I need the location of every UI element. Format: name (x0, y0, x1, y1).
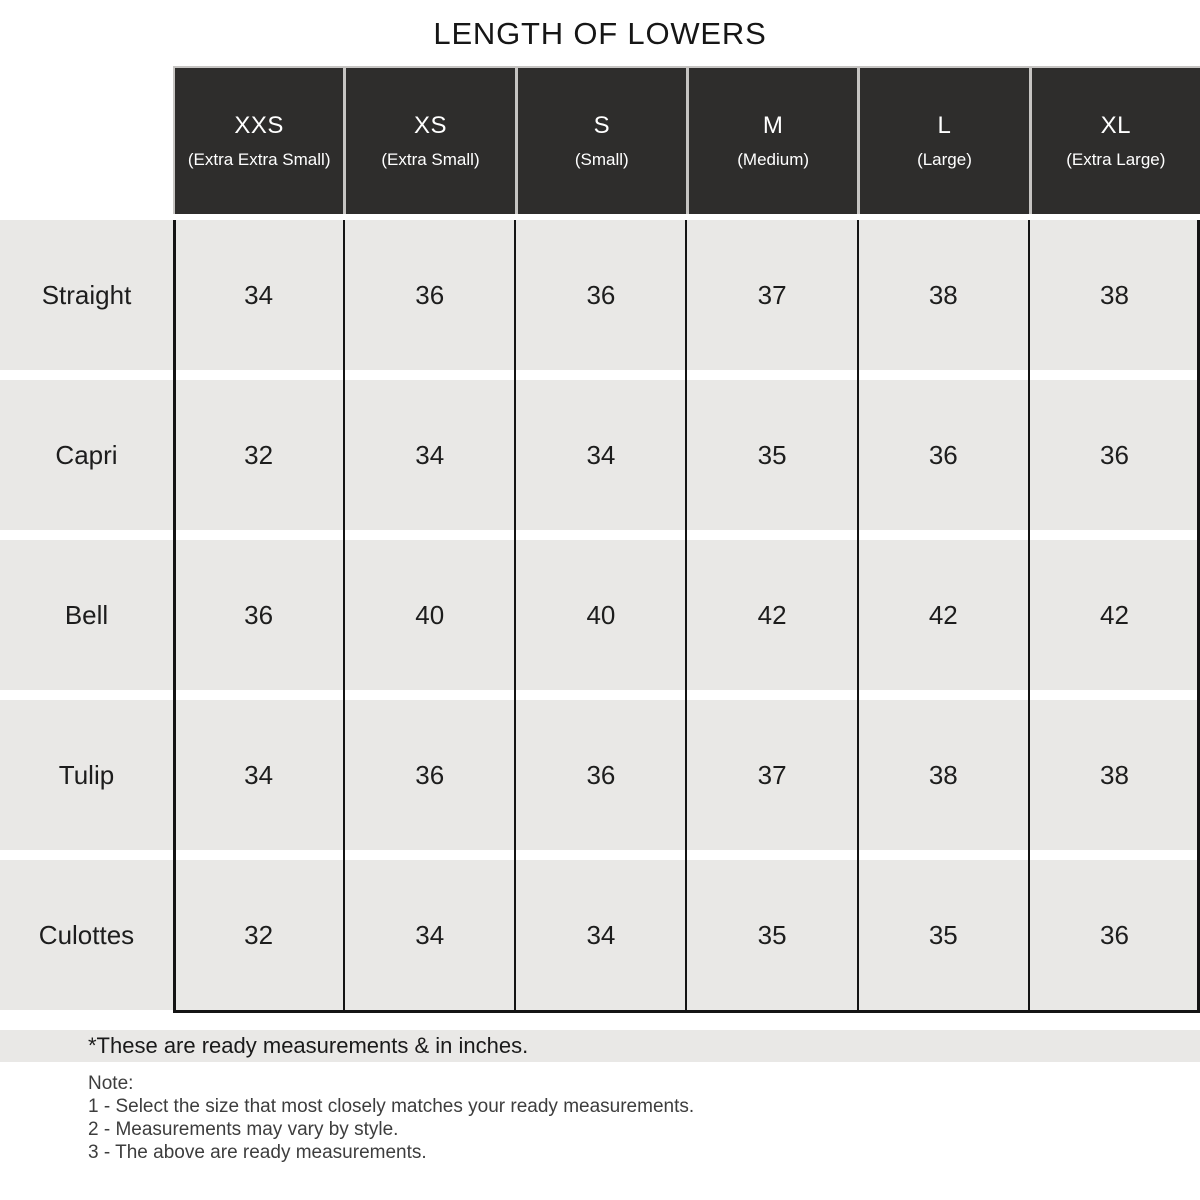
footnote-text: *These are ready measurements & in inches. (88, 1033, 529, 1058)
table-row-capri (0, 380, 1200, 530)
cell-capri-l: 36 (858, 380, 1029, 530)
cell-culottes-l: 35 (858, 860, 1029, 1010)
footnote-strip (0, 1030, 1200, 1062)
cell-bell-xl: 42 (1029, 540, 1200, 690)
size-full-name: (Medium) (737, 150, 810, 169)
cell-culottes-xs: 34 (344, 860, 515, 1010)
cell-tulip-s: 36 (515, 700, 686, 850)
note-item: 1 - Select the size that most closely matches your ready measurements. (88, 1096, 695, 1117)
note-item: 2 - Measurements may vary by style. (88, 1119, 399, 1140)
cell-straight-l: 38 (858, 220, 1029, 370)
table-bottom-border (173, 1010, 1200, 1013)
column-header-xl (1032, 68, 1200, 214)
column-header-m (689, 68, 857, 214)
column-divider (857, 220, 859, 1013)
cell-capri-xs: 34 (344, 380, 515, 530)
column-header-l (860, 68, 1028, 214)
note-heading: Note: (88, 1073, 134, 1094)
cell-straight-m: 37 (687, 220, 858, 370)
column-divider (514, 220, 516, 1013)
notes-section (88, 1072, 694, 1164)
size-code: XXS (234, 112, 284, 139)
cell-tulip-l: 38 (858, 700, 1029, 850)
size-full-name: (Small) (574, 150, 629, 169)
cell-capri-m: 35 (687, 380, 858, 530)
column-divider (173, 220, 176, 1013)
table-row-bell (0, 540, 1200, 690)
cell-straight-s: 36 (515, 220, 686, 370)
size-code: XL (1100, 112, 1131, 139)
cell-culottes-m: 35 (687, 860, 858, 1010)
table-row-culottes (0, 860, 1200, 1010)
row-label: Culottes (0, 860, 173, 1010)
cell-bell-m: 42 (687, 540, 858, 690)
cell-tulip-xl: 38 (1029, 700, 1200, 850)
note-item: 3 - The above are ready measurements. (88, 1142, 427, 1163)
size-full-name: (Extra Extra Small) (187, 150, 331, 169)
cell-straight-xl: 38 (1029, 220, 1200, 370)
cell-capri-s: 34 (515, 380, 686, 530)
column-divider (343, 220, 345, 1013)
table-body (0, 220, 1200, 1013)
cell-culottes-xxs: 32 (173, 860, 344, 1010)
row-label: Tulip (0, 700, 173, 850)
cell-tulip-m: 37 (687, 700, 858, 850)
cell-bell-s: 40 (515, 540, 686, 690)
size-full-name: (Extra Small) (381, 150, 480, 169)
page-title: LENGTH OF LOWERS (433, 16, 767, 51)
cell-capri-xl: 36 (1029, 380, 1200, 530)
column-divider (685, 220, 687, 1013)
cell-bell-xxs: 36 (173, 540, 344, 690)
size-full-name: (Extra Large) (1066, 150, 1166, 169)
column-header-xs (346, 68, 514, 214)
row-label: Bell (0, 540, 173, 690)
row-label: Capri (0, 380, 173, 530)
cell-capri-xxs: 32 (173, 380, 344, 530)
size-code: S (593, 112, 611, 139)
cell-bell-l: 42 (858, 540, 1029, 690)
column-header-s (518, 68, 686, 214)
table-row-straight (0, 220, 1200, 370)
table-header-row (173, 66, 1200, 214)
cell-culottes-s: 34 (515, 860, 686, 1010)
column-divider (1028, 220, 1030, 1013)
row-label: Straight (0, 220, 173, 370)
size-code: L (937, 112, 952, 139)
size-full-name: (Large) (917, 150, 972, 169)
cell-straight-xs: 36 (344, 220, 515, 370)
size-code: XS (413, 112, 447, 139)
table-row-tulip (0, 700, 1200, 850)
cell-straight-xxs: 34 (173, 220, 344, 370)
cell-tulip-xxs: 34 (173, 700, 344, 850)
cell-culottes-xl: 36 (1029, 860, 1200, 1010)
cell-tulip-xs: 36 (344, 700, 515, 850)
column-header-xxs (175, 68, 343, 214)
size-code: M (762, 112, 784, 139)
cell-bell-xs: 40 (344, 540, 515, 690)
